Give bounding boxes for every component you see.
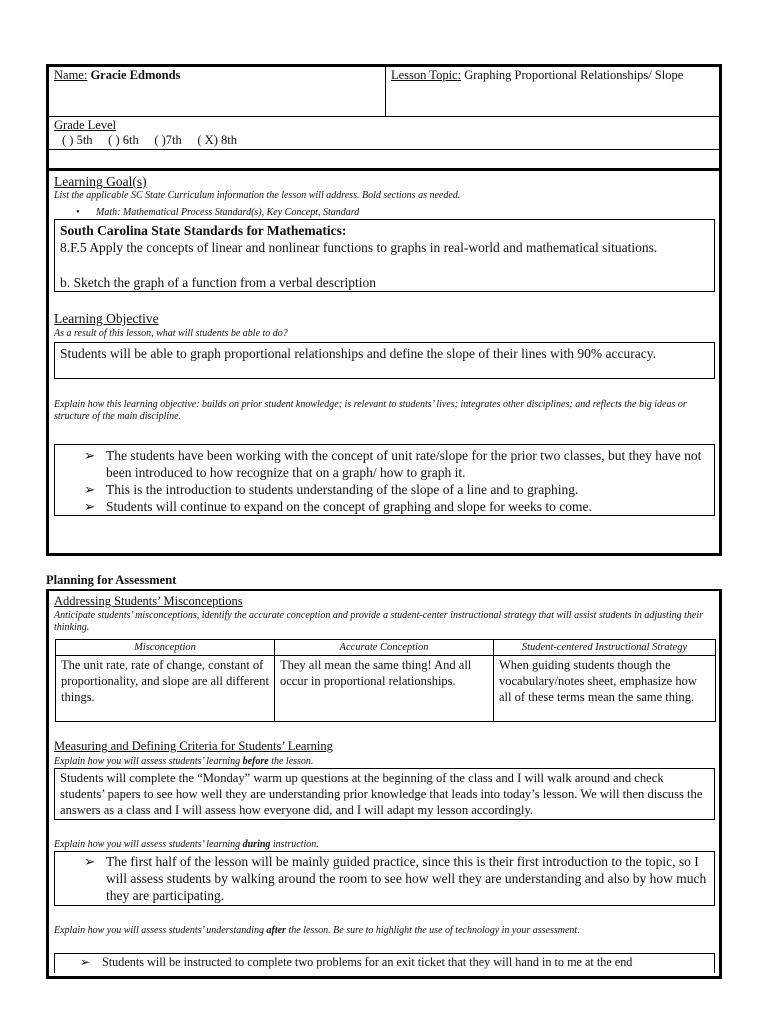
- learning-goals-bullet-text: Math: Mathematical Process Standard(s), Key Concept, Standard: [96, 207, 360, 218]
- cell-strategy: When guiding students though the vocabulary/notes sheet, emphasize how all of these terms mean the same thing.: [494, 656, 716, 722]
- learning-goals-instruction: List the applicable SC State Curriculum information the lesson will address. Bold sections as needed.: [54, 190, 461, 201]
- during-prompt-bold: during: [242, 839, 271, 850]
- list-item: [84, 498, 706, 515]
- col-header-strategy: Student-centered Instructional Strategy: [494, 640, 716, 656]
- header-bottom-line: [48, 116, 720, 117]
- standards-title: South Carolina State Standards for Mathematics:: [60, 223, 347, 238]
- arrow-bullet-icon: ➢: [84, 854, 96, 869]
- standards-line-2: b. Sketch the graph of a function from a verbal description: [60, 275, 377, 290]
- grade-bottom-line: [48, 149, 720, 150]
- learning-objective-explain-prompt: Explain how this learning objective: builds on prior student knowledge; is relevant to students’ lives; integrates other disciplines; and reflects the big ideas or structure of the main discipline.: [54, 399, 687, 422]
- misconceptions-heading: Addressing Students’ Misconceptions: [54, 594, 243, 608]
- after-prompt-bold: after: [266, 925, 286, 936]
- after-answer: Students will be instructed to complete two problems for an exit ticket that they will hand in to me at the end: [102, 955, 633, 969]
- misconceptions-table-wrap: [55, 639, 715, 722]
- name-field: [54, 68, 379, 83]
- during-bullets-list: [84, 853, 708, 904]
- standards-line-1: 8.F.5 Apply the concepts of linear and nonlinear functions to graphs in real-world and mathematical situations.: [60, 240, 658, 255]
- before-prompt: [54, 756, 714, 768]
- lesson-topic-value: Graphing Proportional Relationships/ Slope: [464, 68, 684, 82]
- learning-goals-bullet: [76, 207, 696, 219]
- name-value: Gracie Edmonds: [90, 68, 181, 82]
- arrow-bullet-icon: ➢: [84, 499, 96, 514]
- measuring-heading: Measuring and Defining Criteria for Students’ Learning: [54, 739, 333, 753]
- before-prompt-bold: before: [242, 756, 269, 767]
- bullet-dot-icon: •: [76, 207, 80, 218]
- name-label: Name:: [54, 68, 88, 82]
- cell-accurate-conception: They all mean the same thing! And all occur in proportional relationships.: [275, 656, 494, 722]
- col-header-accurate-conception: Accurate Conception: [275, 640, 494, 656]
- before-prompt-pre: Explain how you will assess students’ learning: [54, 756, 243, 767]
- lesson-topic-field: [391, 68, 711, 83]
- after-answer-line: [80, 955, 714, 970]
- misconceptions-table: [55, 639, 716, 722]
- lesson-topic-label: Lesson Topic:: [391, 68, 462, 82]
- before-prompt-post: the lesson.: [268, 756, 314, 767]
- during-answer: The first half of the lesson will be mainly guided practice, since this is their first introduction to the topic, so I will assess students by walking around the room to see how well they are understanding and also by how much they are participating.: [106, 854, 707, 903]
- during-prompt: [54, 839, 714, 851]
- table-row: [56, 656, 716, 722]
- objective-bullet-text: Students will continue to expand on the concept of graphing and slope for weeks to come.: [106, 499, 592, 514]
- grade-level-label: [54, 118, 116, 133]
- header-divider: [385, 66, 386, 116]
- learning-objective-heading: Learning Objective: [54, 311, 159, 326]
- objective-bullet-text: The students have been working with the concept of unit rate/slope for the prior two classes, but they have not been introduced to how recognize that on a graph/ how to graph it.: [106, 448, 702, 480]
- after-prompt-pre: Explain how you will assess students’ understanding: [54, 925, 267, 936]
- before-answer: Students will complete the “Monday” warm up questions at the beginning of the class and I will walk around and check students’ papers to see how well they are understanding prior knowledge that leads into today’s lesson. We will then discuss the answers as a class and I will assess how everyone did, and I will adapt my lesson accordingly.: [60, 771, 703, 817]
- table-header-row: [56, 640, 716, 656]
- during-prompt-pre: Explain how you will assess students’ learning: [54, 839, 243, 850]
- grade-level-heading: Grade Level: [54, 118, 117, 132]
- after-prompt-post: the lesson. Be sure to highlight the use of technology in your assessment.: [285, 925, 580, 936]
- list-item: [84, 447, 706, 481]
- list-item: [84, 853, 708, 904]
- col-header-misconception: Misconception: [56, 640, 275, 656]
- misconceptions-prompt: Anticipate students’ misconceptions, identify the accurate conception and provide a student-center instructional strategy that will assist students in adjusting their thinking.: [54, 610, 703, 633]
- arrow-bullet-icon: ➢: [84, 482, 96, 497]
- planning-title: Planning for Assessment: [46, 573, 177, 587]
- learning-objective-answer: Students will be able to graph proportional relationships and define the slope of their lines with 90% accuracy.: [60, 346, 656, 361]
- after-prompt: [54, 925, 694, 937]
- goals-top-line: [48, 168, 720, 171]
- arrow-bullet-icon: ➢: [80, 955, 91, 969]
- list-item: [84, 481, 706, 498]
- cell-misconception: The unit rate, rate of change, constant of proportionality, and slope are all different things.: [56, 656, 275, 722]
- learning-goals-heading: Learning Goal(s): [54, 174, 147, 189]
- grade-level-options: ( ) 5th ( ) 6th ( )7th ( X) 8th: [62, 133, 237, 147]
- arrow-bullet-icon: ➢: [84, 448, 96, 463]
- learning-objective-prompt: As a result of this lesson, what will students be able to do?: [54, 328, 288, 339]
- objective-bullets-list: [84, 447, 706, 515]
- objective-bullet-text: This is the introduction to students understanding of the slope of a line and to graphing.: [106, 482, 579, 497]
- during-prompt-post: instruction.: [270, 839, 319, 850]
